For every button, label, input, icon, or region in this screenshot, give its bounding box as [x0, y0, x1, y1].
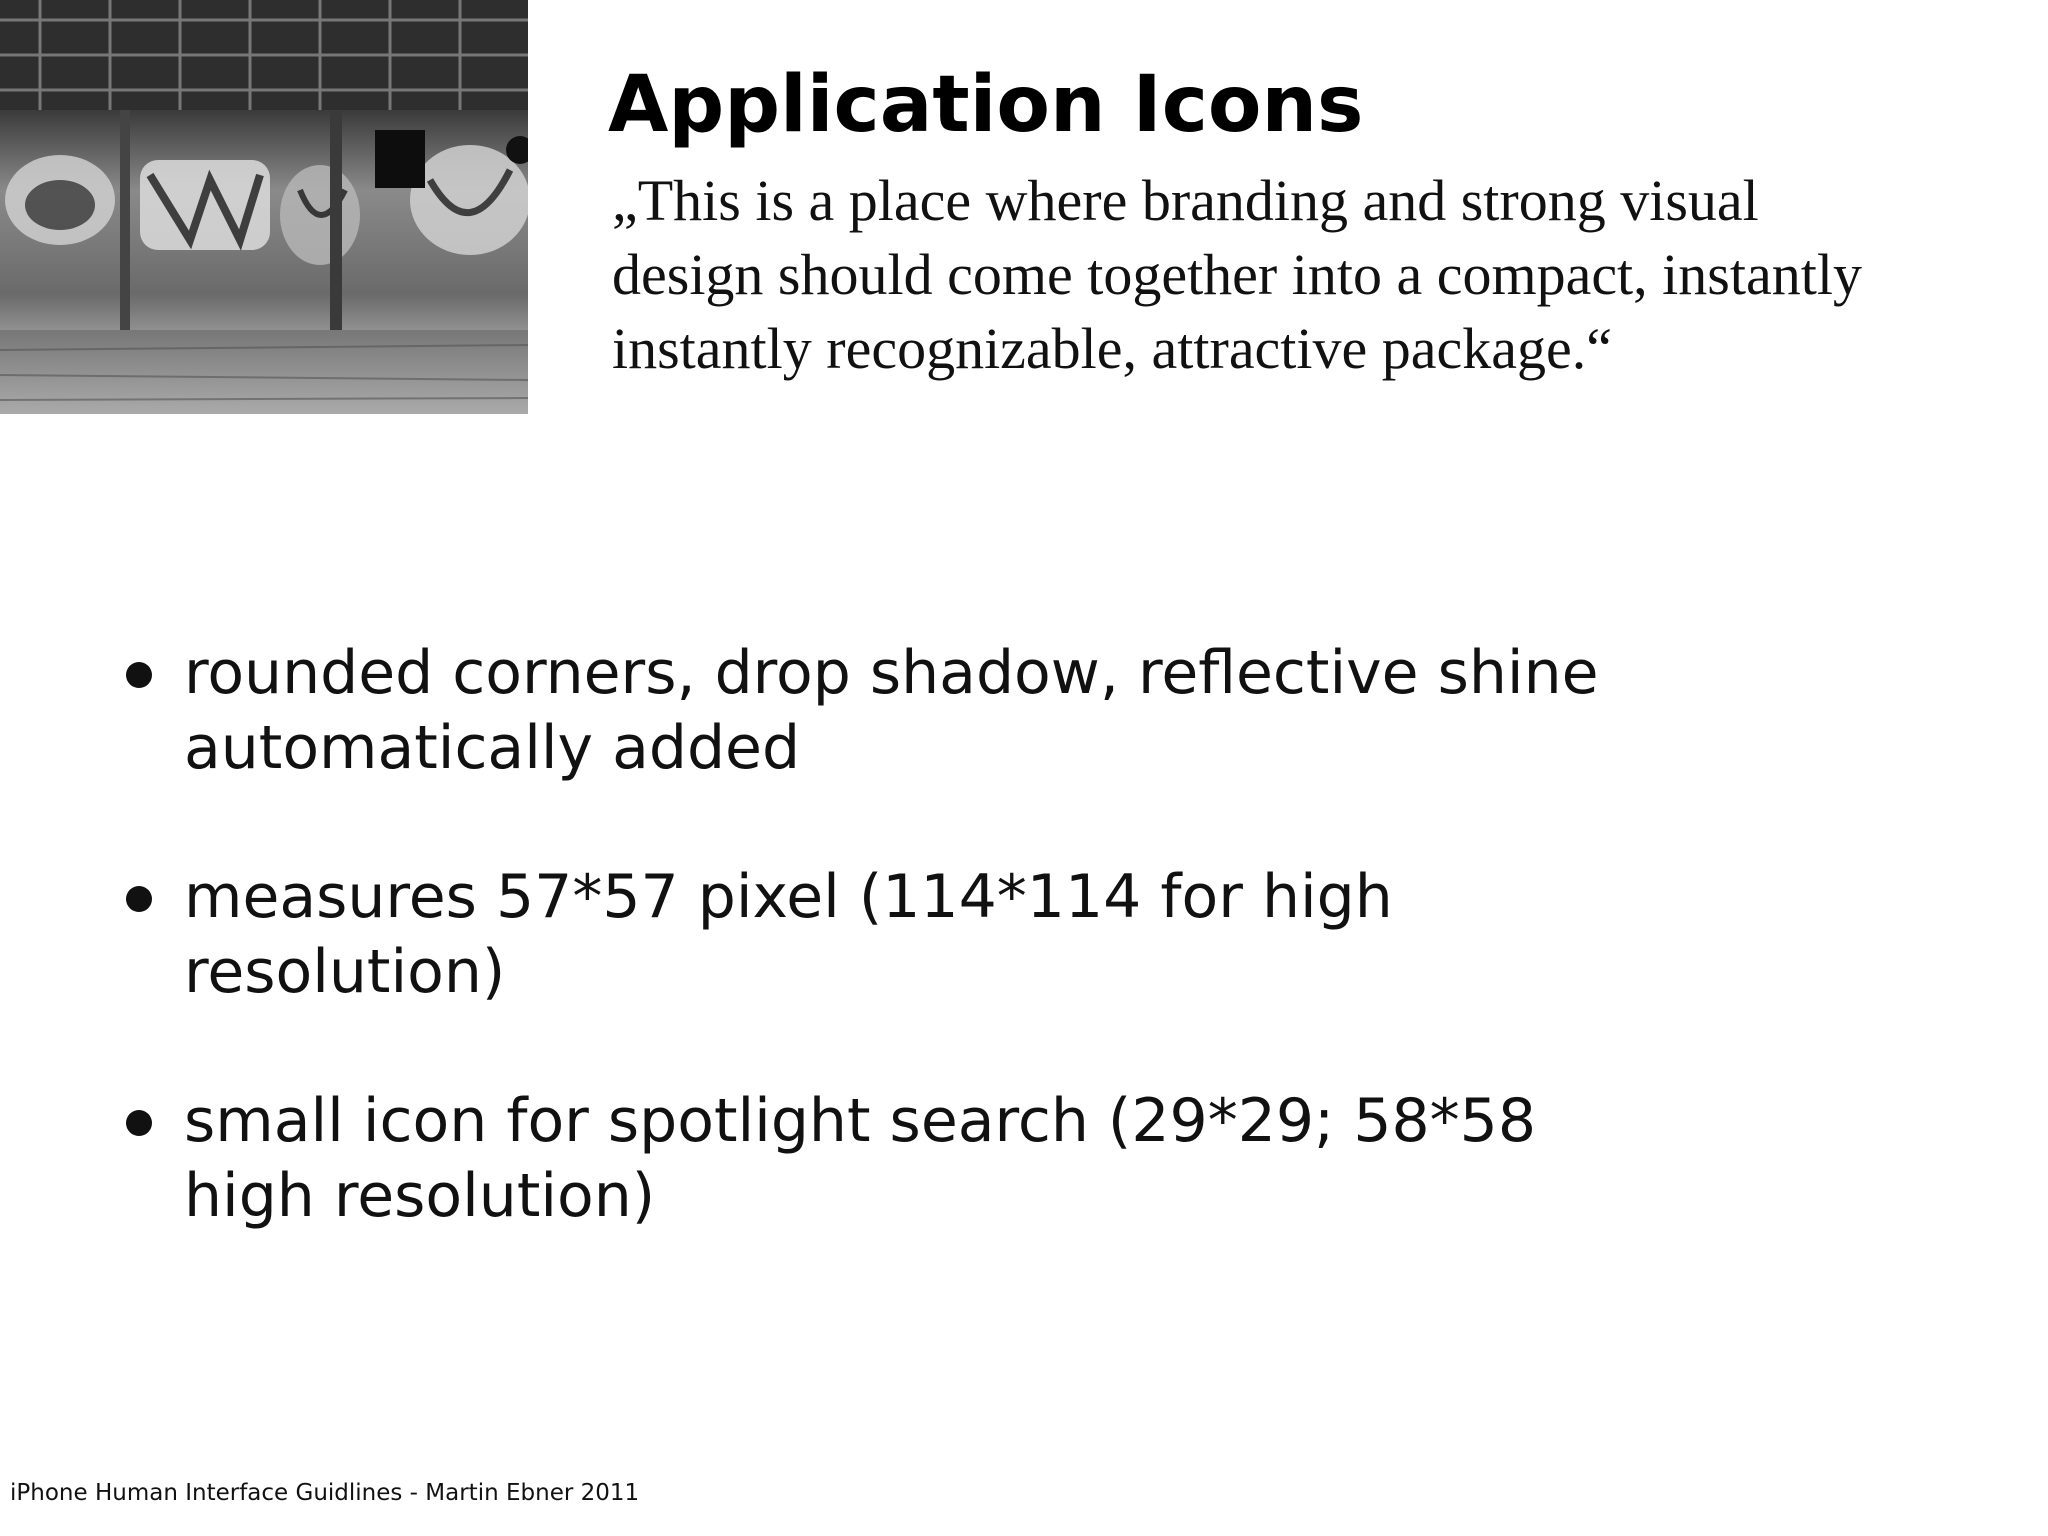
quote-block: [612, 164, 2032, 386]
bullet-line: automatically added: [184, 713, 801, 783]
bullet-line: measures 57*57 pixel (114*114 for high: [184, 862, 1393, 932]
bullet-dot-icon: [126, 1110, 152, 1136]
bullet-list: [120, 636, 1920, 1308]
slide-title: Application Icons: [608, 60, 1364, 150]
quote-line: design should come together into a compact, instantly: [612, 242, 1862, 307]
bullet-dot-icon: [126, 662, 152, 688]
bullet-line: rounded corners, drop shadow, reflective shine: [184, 638, 1599, 708]
quote-line: instantly recognizable, attractive package.“: [612, 316, 1612, 381]
bullet-item: [120, 860, 1920, 1010]
bullet-dot-icon: [126, 886, 152, 912]
quote-line: „This is a place where branding and strong visual: [612, 168, 1759, 233]
bullet-line: resolution): [184, 937, 506, 1007]
bullet-item: [120, 1084, 1920, 1234]
graffiti-wall-photo: [0, 0, 528, 414]
bullet-line: high resolution): [184, 1161, 656, 1231]
slide-footer: iPhone Human Interface Guidlines - Martin Ebner 2011: [10, 1480, 640, 1506]
bullet-item: [120, 636, 1920, 786]
bullet-line: small icon for spotlight search (29*29; 58*58: [184, 1086, 1537, 1156]
